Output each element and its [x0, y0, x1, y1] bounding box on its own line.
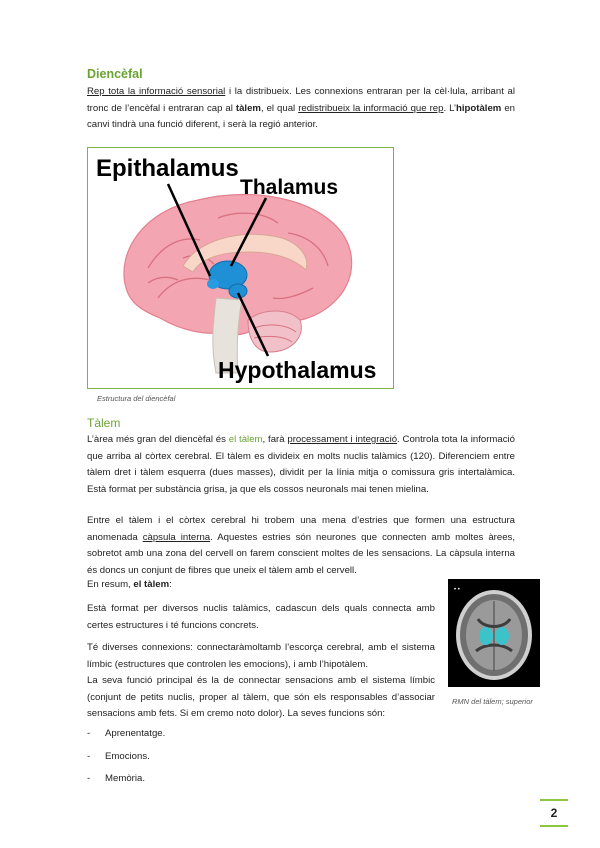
list-item-label: Aprenentatge.	[105, 728, 166, 739]
talem-p3-text-2: :	[169, 579, 172, 590]
list-item	[87, 726, 165, 743]
intro-bold-2: hipotàlem	[456, 102, 502, 114]
talem-paragraph-2	[87, 513, 515, 579]
list-item-label: Emocions.	[105, 751, 150, 762]
talem-p3-text-1: En resum,	[87, 579, 134, 590]
talem-p1-text-3: . Controla tota la informació que arriba al còrtex cerebral. El tàlem es divideix en molts nuclis talàmics (120). Diferenciem entre tàlem dret i tàlem esquerra (dues masses), dividit per la línia mitja o comissura gris intertalàmica. Està format per substància grisa, ja que els cossos neuronals mai tenen mielina.	[87, 434, 515, 495]
intro-text-3: . L’	[443, 102, 457, 114]
intro-underlined-1: Rep tota la informació sensorial	[87, 86, 226, 97]
intro-paragraph	[87, 84, 515, 134]
mri-caption: RMN del tàlem; superior	[452, 697, 533, 706]
diencephalon-figure	[87, 147, 394, 389]
talem-highlight: el tàlem	[228, 434, 263, 445]
page-number: 2	[540, 799, 568, 827]
intro-text-4: en canvi tindrà una funció diferent, i serà la regió anterior.	[87, 102, 515, 130]
list-dash: -	[87, 728, 91, 739]
section-title-talem: Tàlem	[87, 416, 121, 430]
mri-image	[448, 579, 540, 687]
intro-text-2: , el qual	[260, 102, 299, 114]
talem-paragraph-5: Té diverses connexions: connectaràmoltamb l’escorça cerebral, amb el sistema límbic (estructures que controlen les emocions), i amb l’hipotàlem.	[87, 642, 435, 670]
intro-bold-1: tàlem	[235, 102, 261, 114]
intro-underlined-2: redistribueix la informació que rep	[298, 102, 444, 114]
list-dash: -	[87, 773, 91, 784]
talem-paragraph-6: La seva funció principal és la de connectar sensacions amb el sistema límbic (conjunt de petits nuclis, proper al tàlem, que són els responsables d’associar sensacions amb fets. Si em cremo noto dolor). La seves funcions són:	[87, 675, 435, 719]
talem-paragraph-3	[87, 577, 427, 594]
label-hypothalamus: Hypothalamus	[218, 357, 377, 383]
list-item	[87, 749, 150, 766]
label-epithalamus: Epithalamus	[96, 155, 239, 182]
talem-p1-text-2: , farà	[262, 434, 288, 445]
talem-p1-underlined: processament i integració	[287, 434, 398, 445]
svg-text:• •: • •	[454, 587, 460, 593]
list-item-label: Memòria.	[105, 773, 145, 784]
talem-paragraph-1	[87, 432, 515, 498]
talem-p2-underlined: càpsula interna	[142, 531, 211, 543]
talem-paragraph-4: Està format per diversos nuclis talàmics, cadascun dels quals connecta amb certes estructures i té funcions concrets.	[87, 603, 435, 631]
talem-p3-bold: el tàlem	[133, 579, 170, 590]
talem-p2-text-2: . Aquestes estries són neurones que connecten amb moltes àrees, sobretot amb una zona del cervell on farem conscient moltes de les sensacions. La càpsula interna és doncs un conjunt de fibres que uneix el tàlem amb el cervell.	[87, 531, 516, 576]
list-dash: -	[87, 751, 91, 762]
talem-p2-text-1: Entre el tàlem i el còrtex cerebral hi trobem una mena d’estries que formen una estructura anomenada	[87, 515, 515, 543]
brain-illustration	[88, 148, 393, 388]
list-item	[87, 771, 145, 788]
section-title-diencefal: Diencèfal	[87, 67, 143, 81]
figure-caption: Estructura del diencèfal	[97, 394, 176, 403]
label-thalamus: Thalamus	[240, 176, 339, 199]
talem-p1-text-1: L’àrea més gran del diencèfal és	[87, 434, 229, 445]
intro-text-1: i la distribueix. Les connexions entraran per la cèl·lula, arribant al tronc de l’encèfal i entraran cap al	[87, 86, 515, 114]
